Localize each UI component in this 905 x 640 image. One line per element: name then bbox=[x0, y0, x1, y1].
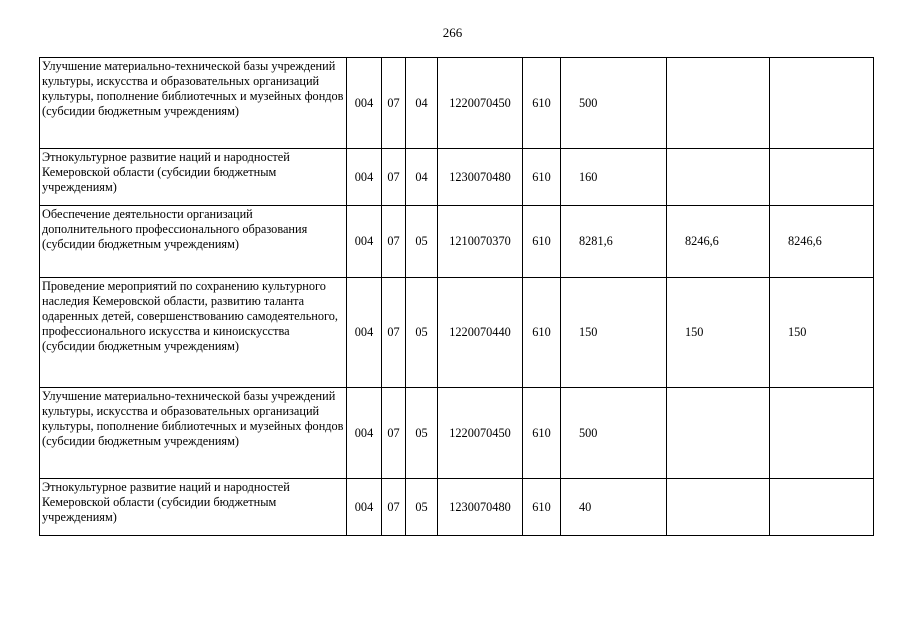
subsection-code: 05 bbox=[406, 479, 438, 536]
expense-type-code: 610 bbox=[523, 388, 561, 479]
subsection-code: 05 bbox=[406, 388, 438, 479]
ministry-code: 004 bbox=[347, 206, 382, 278]
expense-type-code: 610 bbox=[523, 278, 561, 388]
row-description: Улучшение материально-технической базы учреждений культуры, искусства и образовательных организаций культуры, пополнение библиотечных и музейных фондов (субсидии бюджетным учреждениям) bbox=[40, 388, 347, 479]
table-row bbox=[40, 388, 874, 479]
amount-year-3 bbox=[770, 149, 874, 206]
expense-type-code: 610 bbox=[523, 479, 561, 536]
target-article-code: 1230070480 bbox=[438, 149, 523, 206]
amount-year-3 bbox=[770, 58, 874, 149]
table-row bbox=[40, 278, 874, 388]
amount-year-3 bbox=[770, 388, 874, 479]
row-description: Этнокультурное развитие наций и народностей Кемеровской области (субсидии бюджетным учреждениям) bbox=[40, 149, 347, 206]
section-code: 07 bbox=[382, 479, 406, 536]
expense-type-code: 610 bbox=[523, 149, 561, 206]
ministry-code: 004 bbox=[347, 58, 382, 149]
amount-year-1: 40 bbox=[561, 479, 667, 536]
section-code: 07 bbox=[382, 388, 406, 479]
expense-type-code: 610 bbox=[523, 58, 561, 149]
section-code: 07 bbox=[382, 149, 406, 206]
amount-year-3: 8246,6 bbox=[770, 206, 874, 278]
table-row bbox=[40, 479, 874, 536]
amount-year-3 bbox=[770, 479, 874, 536]
amount-year-2: 8246,6 bbox=[667, 206, 770, 278]
row-description: Улучшение материально-технической базы учреждений культуры, искусства и образовательных организаций культуры, пополнение библиотечных и музейных фондов (субсидии бюджетным учреждениям) bbox=[40, 58, 347, 149]
row-description: Обеспечение деятельности организаций дополнительного профессионального образования (субсидии бюджетным учреждениям) bbox=[40, 206, 347, 278]
section-code: 07 bbox=[382, 278, 406, 388]
target-article-code: 1220070450 bbox=[438, 388, 523, 479]
amount-year-1: 8281,6 bbox=[561, 206, 667, 278]
ministry-code: 004 bbox=[347, 149, 382, 206]
section-code: 07 bbox=[382, 206, 406, 278]
table-row bbox=[40, 149, 874, 206]
ministry-code: 004 bbox=[347, 388, 382, 479]
target-article-code: 1220070450 bbox=[438, 58, 523, 149]
target-article-code: 1230070480 bbox=[438, 479, 523, 536]
section-code: 07 bbox=[382, 58, 406, 149]
amount-year-1: 160 bbox=[561, 149, 667, 206]
budget-table bbox=[39, 57, 874, 536]
amount-year-1: 500 bbox=[561, 58, 667, 149]
amount-year-2 bbox=[667, 479, 770, 536]
ministry-code: 004 bbox=[347, 278, 382, 388]
expense-type-code: 610 bbox=[523, 206, 561, 278]
row-description: Этнокультурное развитие наций и народностей Кемеровской области (субсидии бюджетным учреждениям) bbox=[40, 479, 347, 536]
amount-year-2 bbox=[667, 149, 770, 206]
subsection-code: 04 bbox=[406, 58, 438, 149]
subsection-code: 04 bbox=[406, 149, 438, 206]
table-row bbox=[40, 58, 874, 149]
table-row bbox=[40, 206, 874, 278]
row-description: Проведение мероприятий по сохранению культурного наследия Кемеровской области, развитию таланта одаренных детей, совершенствованию самодеятельного, профессионального искусства и киноискусства (субсидии бюджетным учреждениям) bbox=[40, 278, 347, 388]
amount-year-3: 150 bbox=[770, 278, 874, 388]
subsection-code: 05 bbox=[406, 278, 438, 388]
amount-year-2: 150 bbox=[667, 278, 770, 388]
amount-year-1: 150 bbox=[561, 278, 667, 388]
amount-year-2 bbox=[667, 58, 770, 149]
amount-year-1: 500 bbox=[561, 388, 667, 479]
ministry-code: 004 bbox=[347, 479, 382, 536]
amount-year-2 bbox=[667, 388, 770, 479]
page-number: 266 bbox=[442, 25, 463, 40]
subsection-code: 05 bbox=[406, 206, 438, 278]
target-article-code: 1210070370 bbox=[438, 206, 523, 278]
target-article-code: 1220070440 bbox=[438, 278, 523, 388]
